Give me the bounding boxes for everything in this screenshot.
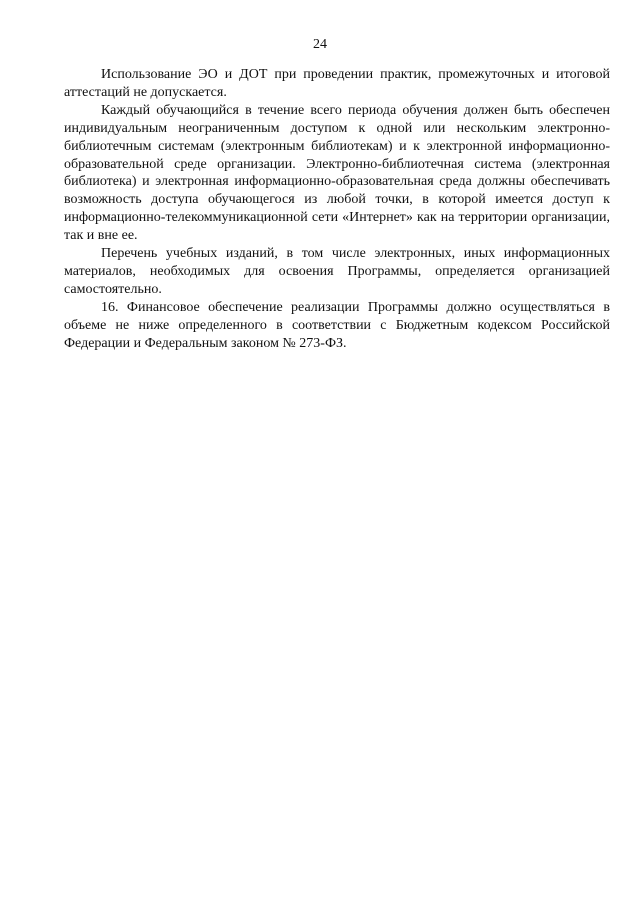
paragraph-eo-dot-restriction: Использование ЭО и ДОТ при проведении практик, промежуточных и итоговой аттестаций не допускается. [64,67,610,100]
page-number: 24 [313,37,327,52]
paragraph-library-access: Каждый обучающийся в течение всего периода обучения должен быть обеспечен индивидуальным неограниченным доступом к одной или нескольким электронно-библиотечным системам (электронным библиотекам) и к электронной информационно-образовательной среде организации. Электронно-библиотечная система (электронная библиотека) и электронная информационно-образовательная среда должны обеспечивать возможность доступа обучающегося из любой точки, в которой имеется доступ к информационно-телекоммуникационной сети «Интернет» как на территории организации, так и вне ее. [64,102,610,244]
document-body [64,66,610,353]
paragraph-educational-materials: Перечень учебных изданий, в том числе электронных, иных информационных материалов, необходимых для освоения Программы, определяется организацией самостоятельно. [64,246,610,297]
paragraph-financial-support: 16. Финансовое обеспечение реализации Программы должно осуществляться в объеме не ниже определенного в соответствии с Бюджетным кодексом Российской Федерации и Федеральным законом № 273-ФЗ. [64,299,610,351]
